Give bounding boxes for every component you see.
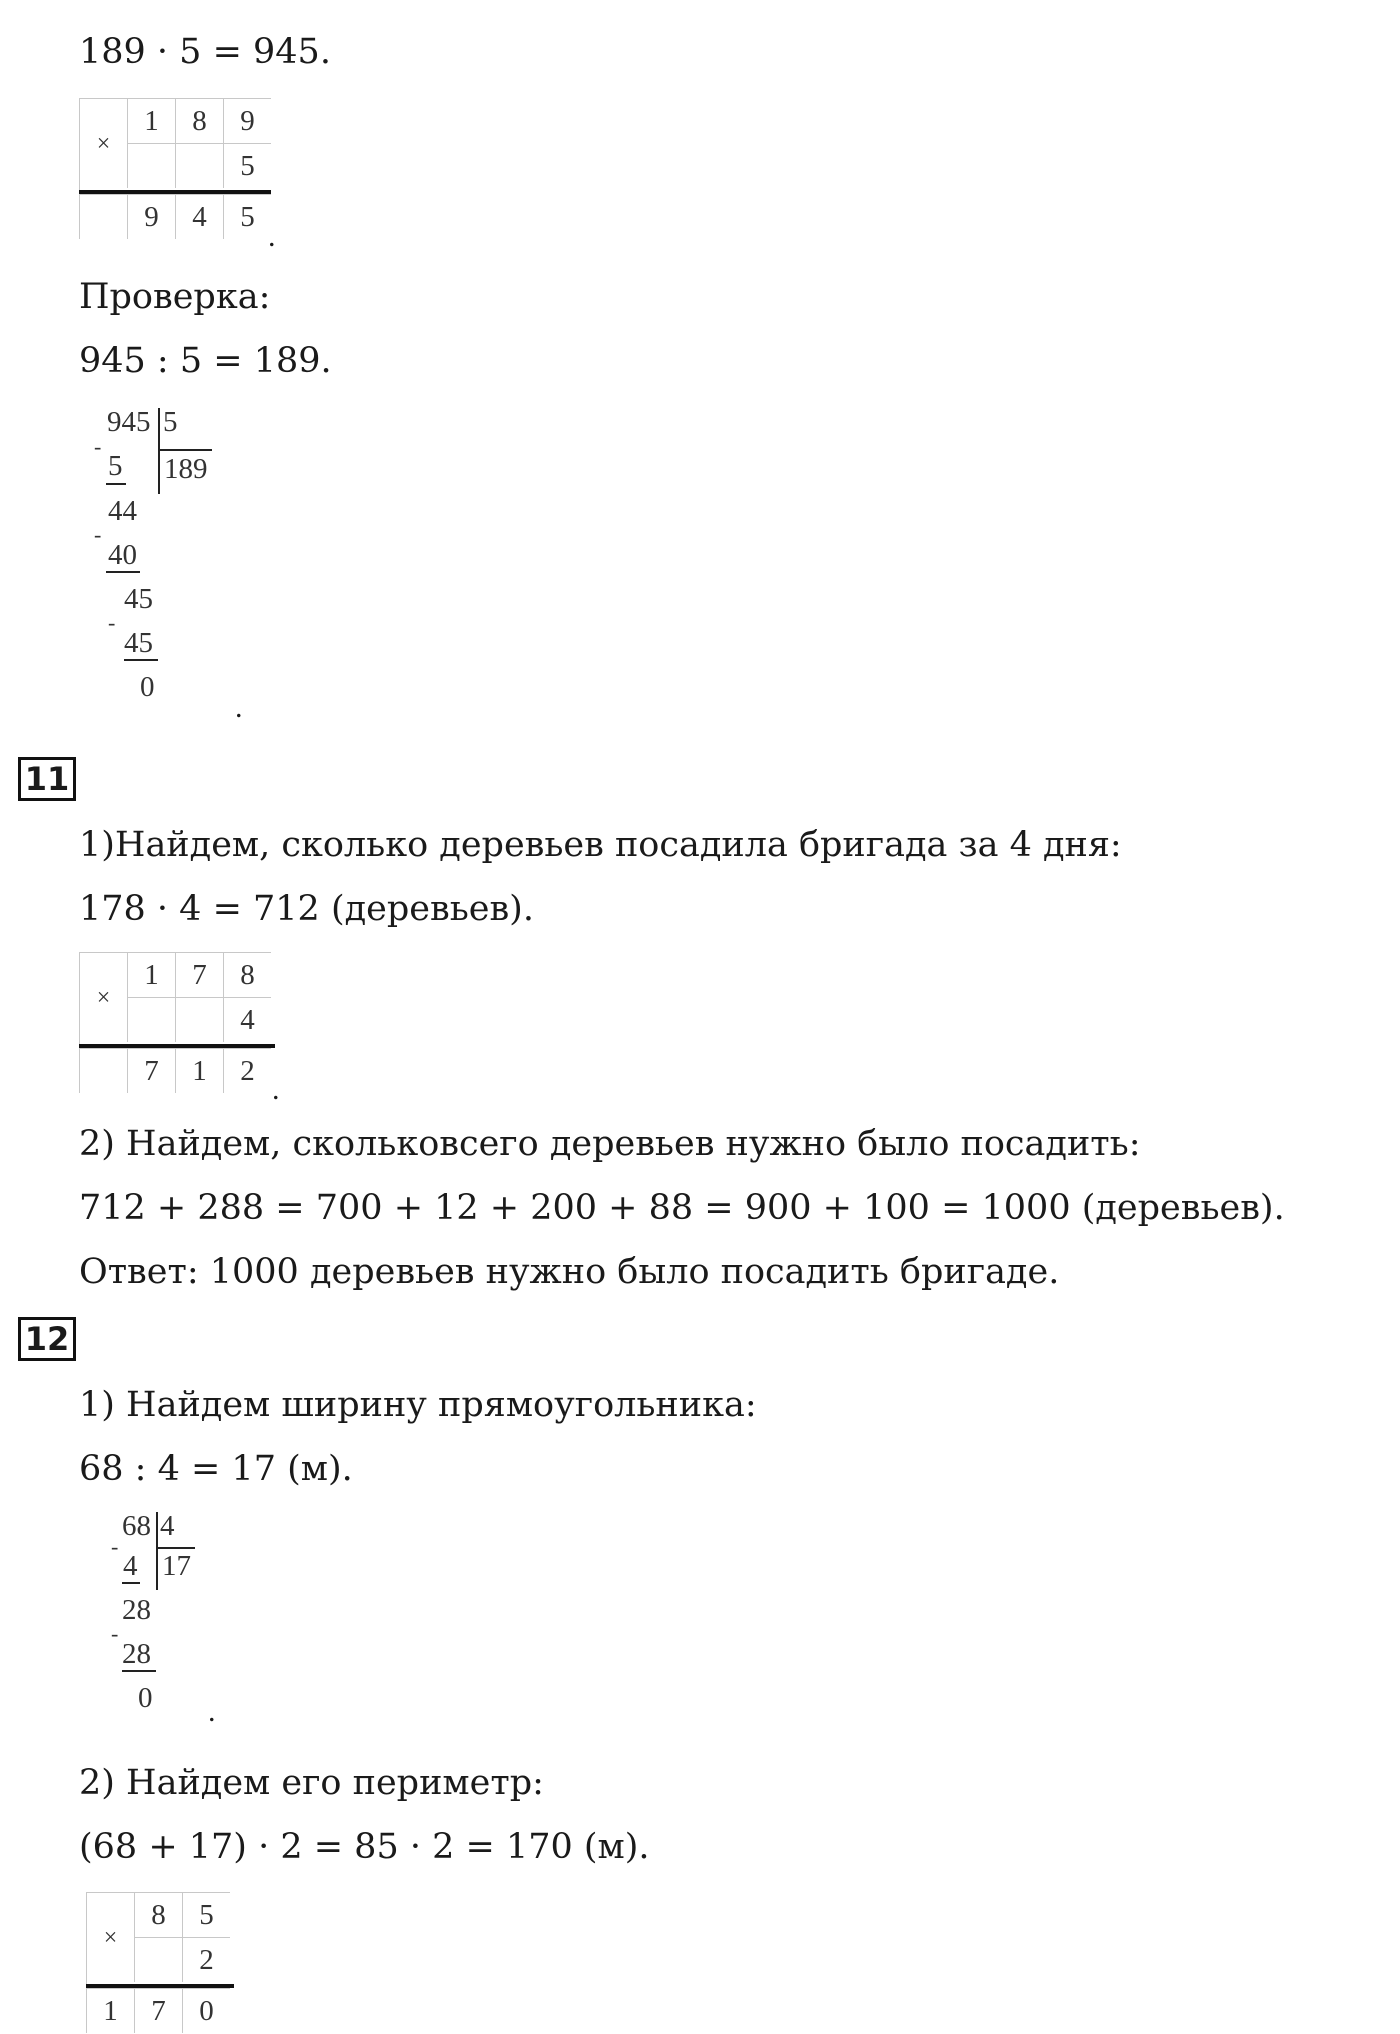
digit	[134, 1937, 182, 1982]
digit: 1	[127, 98, 175, 143]
subtrahend: 45	[124, 627, 153, 659]
digit: 2	[223, 1048, 271, 1093]
subtract-line	[106, 571, 140, 573]
digit: 1	[86, 1988, 134, 2033]
quotient: 189	[164, 453, 208, 485]
subtract-line	[122, 1670, 156, 1672]
step-text: 1) Найдем ширину прямоугольника:	[79, 1385, 757, 1425]
digit-empty	[79, 194, 127, 239]
divisor-line	[157, 1547, 195, 1549]
subtract-line	[122, 1582, 140, 1584]
digit: 1	[127, 952, 175, 997]
long-division-68-by-4	[108, 1512, 228, 1722]
equation-division: 945 : 5 = 189.	[79, 341, 332, 381]
digit: 5	[223, 143, 271, 188]
digit-empty	[79, 1048, 127, 1093]
divisor: 5	[163, 406, 178, 438]
minus-sign: -	[111, 1534, 119, 1559]
dividend: 945	[107, 406, 151, 438]
multiply-sign: ×	[79, 952, 127, 1044]
subtract-line	[106, 483, 126, 485]
answer-text: Ответ: 1000 деревьев нужно было посадить бригаде.	[79, 1252, 1060, 1292]
end-dot: .	[268, 220, 276, 253]
digit: 0	[182, 1988, 230, 2033]
equation-division: 68 : 4 = 17 (м).	[79, 1449, 353, 1489]
digit	[127, 143, 175, 188]
digit: 7	[134, 1988, 182, 2033]
digit: 2	[182, 1937, 230, 1982]
divisor-line	[159, 449, 212, 451]
digit: 9	[223, 98, 271, 143]
divisor: 4	[160, 1510, 175, 1542]
digit: 9	[127, 194, 175, 239]
minus-sign: -	[94, 434, 102, 459]
end-dot: .	[235, 691, 243, 724]
digit: 1	[175, 1048, 223, 1093]
digit: 8	[134, 1892, 182, 1937]
multiply-sign: ×	[86, 1892, 134, 1984]
subtrahend: 28	[122, 1638, 151, 1670]
equation-perimeter: (68 + 17) · 2 = 85 · 2 = 170 (м).	[79, 1827, 650, 1867]
check-label: Проверка:	[79, 277, 271, 317]
digit: 7	[175, 952, 223, 997]
step-text: 2) Найдем его периметр:	[79, 1763, 544, 1803]
step-text: 2) Найдем, скольковсего деревьев нужно было посадить:	[79, 1124, 1141, 1164]
multiply-sign: ×	[79, 98, 127, 190]
minus-sign: -	[111, 1621, 119, 1646]
subtrahend: 40	[108, 539, 137, 571]
digit: 7	[127, 1048, 175, 1093]
digit	[175, 997, 223, 1042]
remainder-step: 28	[122, 1594, 151, 1626]
digit	[127, 997, 175, 1042]
digit	[175, 143, 223, 188]
subtract-line	[124, 659, 158, 661]
subtrahend: 5	[108, 450, 123, 482]
division-vertical-line	[158, 408, 160, 494]
digit: 8	[175, 98, 223, 143]
equation-sum: 712 + 288 = 700 + 12 + 200 + 88 = 900 + 100 = 1000 (деревьев).	[79, 1188, 1285, 1228]
dividend: 68	[122, 1510, 151, 1542]
division-vertical-line	[156, 1512, 158, 1590]
quotient: 17	[162, 1550, 191, 1582]
problem-number-11: 11	[18, 757, 76, 801]
remainder-step: 45	[124, 583, 153, 615]
long-division-945-by-5	[92, 408, 242, 718]
step-text: 1)Найдем, сколько деревьев посадила бригада за 4 дня:	[79, 825, 1122, 865]
digit: 5	[182, 1892, 230, 1937]
equation-multiplication: 189 · 5 = 945.	[79, 32, 331, 72]
equation-multiplication: 178 · 4 = 712 (деревьев).	[79, 889, 534, 929]
problem-number-12: 12	[18, 1317, 76, 1361]
digit: 5	[223, 194, 271, 239]
digit: 4	[175, 194, 223, 239]
digit: 8	[223, 952, 271, 997]
final-remainder: 0	[138, 1682, 153, 1714]
final-remainder: 0	[140, 671, 155, 703]
digit: 4	[223, 997, 271, 1042]
minus-sign: -	[94, 522, 102, 547]
subtrahend: 4	[123, 1550, 138, 1582]
end-dot: .	[208, 1695, 216, 1728]
remainder-step: 44	[108, 495, 137, 527]
minus-sign: -	[108, 610, 116, 635]
end-dot: .	[272, 1073, 280, 1106]
